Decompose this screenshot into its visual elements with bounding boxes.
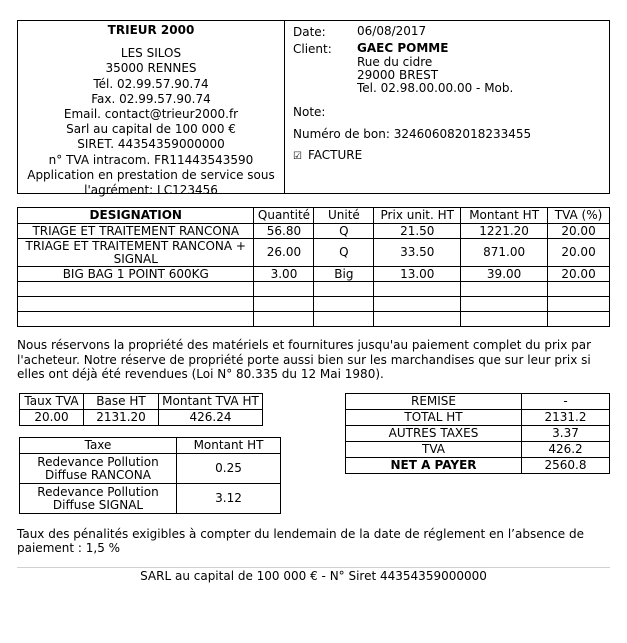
vat-header-row: [20, 394, 263, 410]
items-table: [17, 207, 610, 327]
items-header-row: [18, 208, 610, 224]
tax-amount: 3.12: [177, 484, 281, 514]
col-unit-price: Prix unit. HT: [374, 208, 461, 224]
empty-row: [18, 282, 610, 297]
company-block: [18, 21, 285, 198]
cell-designation: TRIAGE ET TRAITEMENT RANCONA + SIGNAL: [18, 239, 254, 267]
table-row: [346, 458, 610, 474]
col-base: Base HT: [84, 394, 159, 410]
table-row: [20, 454, 281, 484]
cell-unit-price: 21.50: [374, 224, 461, 239]
col-tax-amount: Montant HT: [177, 438, 281, 454]
cell-unit: Q: [314, 239, 374, 267]
company-fax: Fax. 02.99.57.90.74: [91, 91, 211, 106]
col-designation: DESIGNATION: [18, 208, 254, 224]
voucher-number: Numéro de bon: 324606082018233455: [293, 127, 532, 141]
cell-vat-rate: 20.00: [548, 224, 610, 239]
table-row: [18, 267, 610, 282]
cell-vat-rate: 20.00: [548, 267, 610, 282]
vat-label: TVA: [346, 442, 522, 458]
date-label: Date:: [293, 25, 326, 39]
cell-unit-price: 13.00: [374, 267, 461, 282]
table-row: [20, 410, 263, 426]
discount-value: -: [522, 394, 610, 410]
table-row: [346, 394, 610, 410]
base-value: 2131.20: [84, 410, 159, 426]
table-row: [18, 224, 610, 239]
col-unit: Unité: [314, 208, 374, 224]
vat-amount-value: 426.24: [159, 410, 263, 426]
facture-option: [293, 148, 362, 162]
company-vat-number: n° TVA intracom. FR11443543590: [48, 152, 254, 167]
tax-name: Redevance Pollution Diffuse RANCONA: [20, 454, 177, 484]
cell-quantity: 26.00: [254, 239, 314, 267]
note-label: Note:: [293, 105, 326, 119]
tax-amount: 0.25: [177, 454, 281, 484]
company-address: LES SILOS: [120, 46, 182, 61]
client-label: Client:: [293, 42, 332, 56]
empty-row: [18, 297, 610, 312]
table-row: [20, 484, 281, 514]
client-phone: Tel. 02.98.00.00.00 - Mob.: [357, 81, 514, 95]
tax-header-row: [20, 438, 281, 454]
table-row: [346, 442, 610, 458]
discount-label: REMISE: [346, 394, 522, 410]
company-name: TRIEUR 2000: [107, 23, 195, 37]
cell-quantity: 3.00: [254, 267, 314, 282]
tax-name: Redevance Pollution Diffuse SIGNAL: [20, 484, 177, 514]
total-ht-value: 2131.2: [522, 410, 610, 426]
table-row: [18, 239, 610, 267]
client-city: 29000 BREST: [357, 68, 439, 82]
cell-amount: 39.00: [461, 267, 548, 282]
col-tax: Taxe: [20, 438, 177, 454]
invoice-date: 06/08/2017: [357, 24, 427, 38]
client-street: Rue du cidre: [357, 55, 433, 69]
col-vat-rate: Taux TVA: [20, 394, 84, 410]
other-taxes-value: 3.37: [522, 426, 610, 442]
cell-unit-price: 33.50: [374, 239, 461, 267]
cell-unit: Big: [314, 267, 374, 282]
cell-vat-rate: 20.00: [548, 239, 610, 267]
cell-quantity: 56.80: [254, 224, 314, 239]
ownership-reservation-text: Nous réservons la propriété des matériels et fournitures jusqu'au paiement complet du prix par l'acheteur. Notre réserve de propriété porte aussi bien sur les marchandises que sur leur prix si elles ont déjà été revendues (Loi N° 80.335 du 12 Mai 1980).: [17, 338, 592, 381]
company-phone: Tél. 02.99.57.90.74: [93, 76, 209, 91]
checkbox-checked-icon: ☑: [293, 151, 302, 162]
table-row: [346, 410, 610, 426]
client-name: GAEC POMME: [357, 41, 449, 55]
cell-amount: 871.00: [461, 239, 548, 267]
facture-label: FACTURE: [307, 148, 363, 162]
company-city: 35000 RENNES: [105, 61, 197, 76]
vat-value: 426.2: [522, 442, 610, 458]
penalty-text: Taux des pénalités exigibles à compter du lendemain de la date de réglement en l’absence de paiement : 1,5 %: [17, 527, 584, 555]
invoice-header: [17, 20, 610, 198]
net-to-pay-label: NET A PAYER: [346, 458, 522, 474]
footer-text: SARL au capital de 100 000 € - N° Siret 44354359000000: [140, 569, 487, 583]
company-email: Email. contact@trieur2000.fr: [63, 107, 239, 122]
empty-row: [18, 312, 610, 327]
cell-unit: Q: [314, 224, 374, 239]
company-approval-line1: Application en prestation de service sous: [27, 167, 275, 182]
other-taxes-label: AUTRES TAXES: [346, 426, 522, 442]
cell-amount: 1221.20: [461, 224, 548, 239]
vat-table: [19, 393, 263, 426]
col-vat-amount: Montant TVA HT: [159, 394, 263, 410]
cell-designation: TRIAGE ET TRAITEMENT RANCONA: [18, 224, 254, 239]
company-siret: SIRET. 44354359000000: [77, 137, 225, 152]
cell-designation: BIG BAG 1 POINT 600KG: [18, 267, 254, 282]
table-row: [346, 426, 610, 442]
company-approval-line2: l'agrément: LC123456: [84, 183, 218, 198]
total-ht-label: TOTAL HT: [346, 410, 522, 426]
col-quantity: Quantité: [254, 208, 314, 224]
net-to-pay-value: 2560.8: [522, 458, 610, 474]
totals-table: [345, 393, 610, 474]
company-capital: Sarl au capital de 100 000 €: [66, 122, 236, 137]
col-vat-rate: TVA (%): [548, 208, 610, 224]
vat-rate-value: 20.00: [20, 410, 84, 426]
col-amount: Montant HT: [461, 208, 548, 224]
tax-table: [19, 437, 281, 514]
